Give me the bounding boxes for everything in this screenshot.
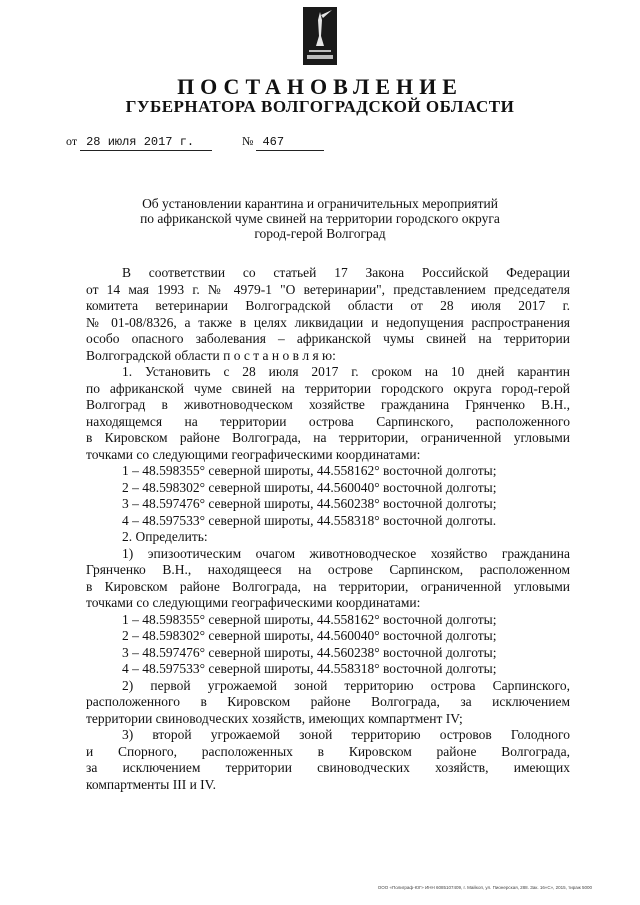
- text-line: от 14 мая 1993 г. № 4979-1 "О ветеринарии", представлением председателя: [86, 281, 570, 297]
- item-2: [86, 529, 570, 793]
- text-line: В соответствии со статьей 17 Закона Российской Федерации: [122, 265, 570, 280]
- coordinate-line: 2 – 48.598302° северной широты, 44.560040° восточной долготы;: [122, 628, 497, 643]
- date-line: [66, 134, 212, 151]
- printer-imprint: ООО «Полиграф-ЮГ» ИНН 6085107409, г. Майкоп, ул. Пионерская, 288. Зак. 16«С», 2015, тираж 5000: [377, 885, 592, 890]
- coordinate-line: 1 – 48.598355° северной широты, 44.558162° восточной долготы;: [122, 463, 497, 478]
- text-line: 2) первой угрожаемой зоной территорию острова Сарпинского,: [122, 677, 570, 693]
- text-line: территории свиноводческих хозяйств, имеющих компартмент IV;: [86, 710, 463, 726]
- coordinate-line: 4 – 48.597533° северной широты, 44.558318° восточной долготы.: [122, 512, 497, 528]
- text-line: Грянченко В.Н., находящееся на острове Сарпинском, расположенном: [86, 562, 570, 577]
- document-body: [86, 265, 570, 793]
- text-line: в Кировском районе Волгограда, на территории, ограниченной угловыми: [86, 578, 570, 594]
- item-2-heading: 2. Определить:: [122, 529, 208, 544]
- number-prefix: №: [242, 134, 254, 148]
- coat-of-arms-emblem-icon: [302, 6, 338, 66]
- document-subject: [0, 196, 640, 241]
- subject-line: по африканской чуме свиней на территории городского округа: [140, 211, 500, 226]
- intro-paragraph: [86, 265, 570, 364]
- text-line: комитета ветеринарии Волгоградской области от 28 июля 2017 г.: [86, 298, 570, 313]
- text-line: расположенного в Кировском районе Волгограда, за исключением: [86, 694, 570, 709]
- number-line: [242, 134, 324, 151]
- text-line: за исключением территории свиноводческих хозяйств, имеющих: [86, 760, 570, 775]
- text-line: точками со следующими географическими координатами:: [86, 595, 421, 610]
- text-line: и Спорного, расположенных в Кировском районе Волгограда,: [86, 743, 570, 759]
- coordinate-line: 1 – 48.598355° северной широты, 44.558162° восточной долготы;: [122, 611, 497, 627]
- number-value: 467: [256, 135, 324, 151]
- text-line: 3) второй угрожаемой зоной территорию островов Голодного: [122, 727, 570, 742]
- coordinate-line: 3 – 48.597476° северной широты, 44.560238° восточной долготы;: [122, 496, 497, 511]
- document-title: ПОСТАНОВЛЕНИЕ: [177, 74, 463, 99]
- date-value: 28 июля 2017 г.: [80, 135, 212, 151]
- text-line: 1) эпизоотическим очагом животноводческое хозяйство гражданина: [122, 545, 570, 561]
- text-line: находящемся на территории острова Сарпинского, расположенного: [86, 413, 570, 429]
- item-1: [86, 364, 570, 529]
- text-line: Волгоградской области п о с т а н о в л я ю:: [86, 347, 336, 363]
- date-prefix: от: [66, 134, 78, 148]
- coordinate-line: 3 – 48.597476° северной широты, 44.560238° восточной долготы;: [122, 644, 497, 660]
- text-line: точками со следующими географическими координатами:: [86, 446, 421, 462]
- text-line: 1. Установить с 28 июля 2017 г. сроком на 10 дней карантин: [122, 364, 570, 379]
- coordinate-line: 4 – 48.597533° северной широты, 44.558318° восточной долготы;: [122, 661, 497, 676]
- text-line: в Кировском районе Волгограда, на территории, ограниченной угловыми: [86, 430, 570, 445]
- text-line: Волгоград в животноводческом хозяйстве гражданина Грянченко В.Н.,: [86, 397, 570, 412]
- text-line: компартменты III и IV.: [86, 776, 217, 792]
- text-line: № 01-08/8326, а также в целях ликвидации и недопущения распространения: [86, 314, 570, 330]
- subject-line: город-герой Волгоград: [254, 226, 386, 241]
- text-line: по африканской чуме свиней на территории городского округа город-герой: [86, 380, 570, 396]
- coordinate-line: 2 – 48.598302° северной широты, 44.560040° восточной долготы;: [122, 479, 497, 495]
- subject-line: Об установлении карантина и ограничительных мероприятий: [142, 196, 498, 211]
- text-line: особо опасного заболевания – африканской чумы свиней на территории: [86, 331, 570, 346]
- document-issuer: ГУБЕРНАТОРА ВОЛГОГРАДСКОЙ ОБЛАСТИ: [125, 97, 515, 116]
